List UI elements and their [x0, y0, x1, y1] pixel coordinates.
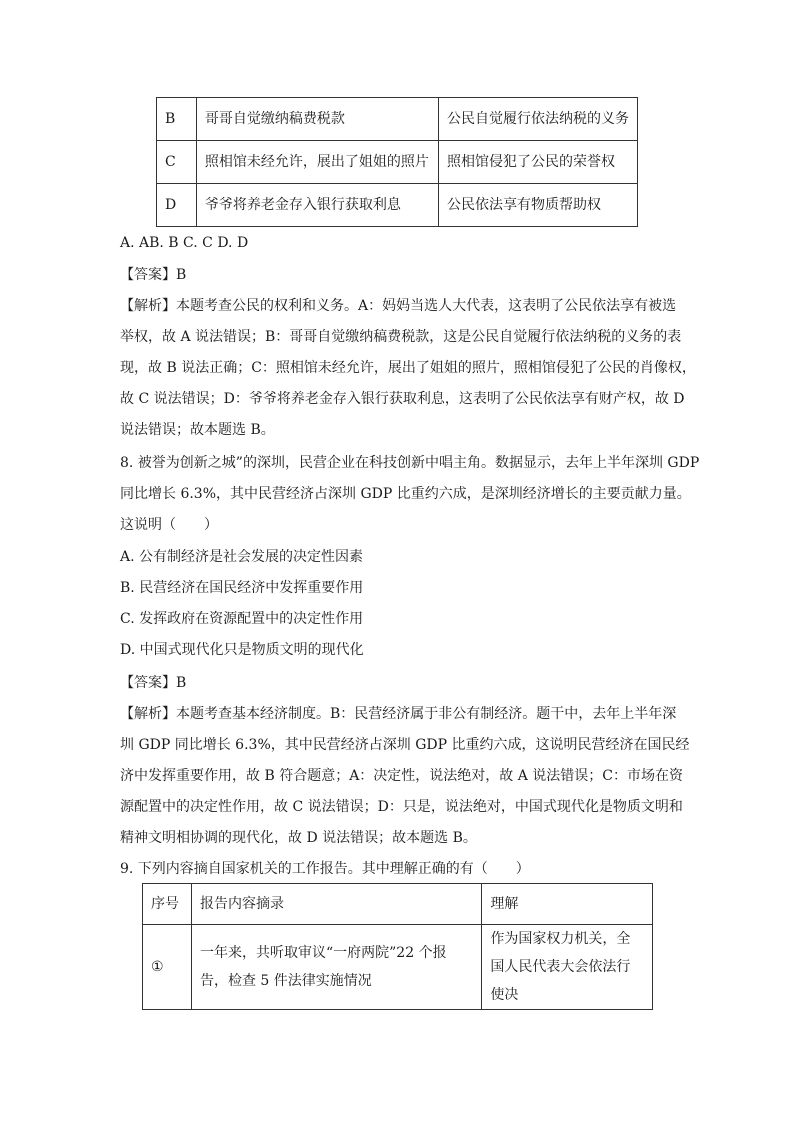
q8-option-d: D. 中国式现代化只是物质文明的现代化	[120, 642, 364, 658]
option-cell: C	[157, 141, 197, 184]
q9-stem: 9. 下列内容摘自国家机关的工作报告。其中理解正确的有（ ）	[120, 861, 530, 877]
q7-analysis-line: 现，故 B 说法正确；C：照相馆未经允许，展出了姐姐的照片，照相馆侵犯了公民的肖像权，	[120, 360, 696, 376]
q7-analysis-line: 举权，故 A 说法错误；B：哥哥自觉缴纳稿费税款，这是公民自觉履行依法纳税的义务的表	[120, 329, 682, 345]
content-cell: 爷爷将养老金存入银行获取利息	[196, 184, 438, 227]
q7-analysis-line: 故 C 说法错误；D：爷爷将养老金存入银行获取利息，这表明了公民依法享有财产权，故 D	[120, 391, 685, 407]
row-content: 一年来，共听取审议“一府两院”22 个报告，检查 5 件法律实施情况	[191, 925, 481, 1010]
q8-analysis-line: 【解析】本题考查基本经济制度。B：民营经济属于非公有制经济。题干中，去年上半年深	[120, 706, 677, 722]
q7-choices: A. AB. B C. C D. D	[120, 235, 249, 251]
table-header-row	[143, 884, 653, 925]
option-cell: B	[157, 98, 197, 141]
content-cell: 照相馆未经允许，展出了姐姐的照片	[196, 141, 438, 184]
row-analysis: 作为国家权力机关，全国人民代表大会依法行使决	[482, 925, 653, 1010]
q8-analysis-line: 济中发挥重要作用，故 B 符合题意；A：决定性，说法绝对，故 A 说法错误；C：市场在资	[120, 768, 684, 784]
q8-option-b: B. 民营经济在国民经济中发挥重要作用	[120, 580, 364, 596]
q8-analysis-line: 圳 GDP 同比增长 6.3%，其中民营经济占深圳 GDP 比重约六成，这说明民营经济在国民经	[120, 737, 690, 753]
header-analysis: 理解	[482, 884, 653, 925]
header-num: 序号	[143, 884, 192, 925]
q8-answer: 【答案】B	[120, 675, 187, 691]
option-cell: D	[157, 184, 197, 227]
q7-answer: 【答案】B	[120, 267, 187, 283]
q8-stem-line: 同比增长 6.3%，其中民营经济占深圳 GDP 比重约六成，是深圳经济增长的主要贡献力量。	[120, 486, 691, 502]
table-row	[157, 141, 638, 184]
q8-stem-line: 这说明（ ）	[120, 517, 218, 533]
q8-option-c: C. 发挥政府在资源配置中的决定性作用	[120, 611, 364, 627]
q8-analysis-line: 精神文明相协调的现代化，故 D 说法错误；故本题选 B。	[120, 830, 477, 846]
report-table	[142, 883, 653, 1010]
header-content: 报告内容摘录	[191, 884, 481, 925]
q7-analysis-line: 说法错误；故本题选 B。	[120, 422, 275, 438]
content-cell: 哥哥自觉缴纳稿费税款	[196, 98, 438, 141]
table-row	[143, 925, 653, 1010]
row-num: ①	[143, 925, 192, 1010]
q8-option-a: A. 公有制经济是社会发展的决定性因素	[120, 549, 364, 565]
q8-stem-line: 8. 被誉为创新之城”的深圳，民营企业在科技创新中唱主角。数据显示，去年上半年深圳 GDP	[120, 455, 700, 471]
analysis-cell: 公民依法享有物质帮助权	[438, 184, 637, 227]
q8-analysis-line: 源配置中的决定性作用，故 C 说法错误；D：只是，说法绝对，中国式现代化是物质文明和	[120, 799, 683, 815]
table-row	[157, 98, 638, 141]
analysis-cell: 照相馆侵犯了公民的荣誉权	[438, 141, 637, 184]
options-table	[156, 97, 638, 227]
q7-analysis-line: 【解析】本题考查公民的权利和义务。A：妈妈当选人大代表，这表明了公民依法享有被选	[120, 298, 677, 314]
analysis-cell: 公民自觉履行依法纳税的义务	[438, 98, 637, 141]
table-row	[157, 184, 638, 227]
